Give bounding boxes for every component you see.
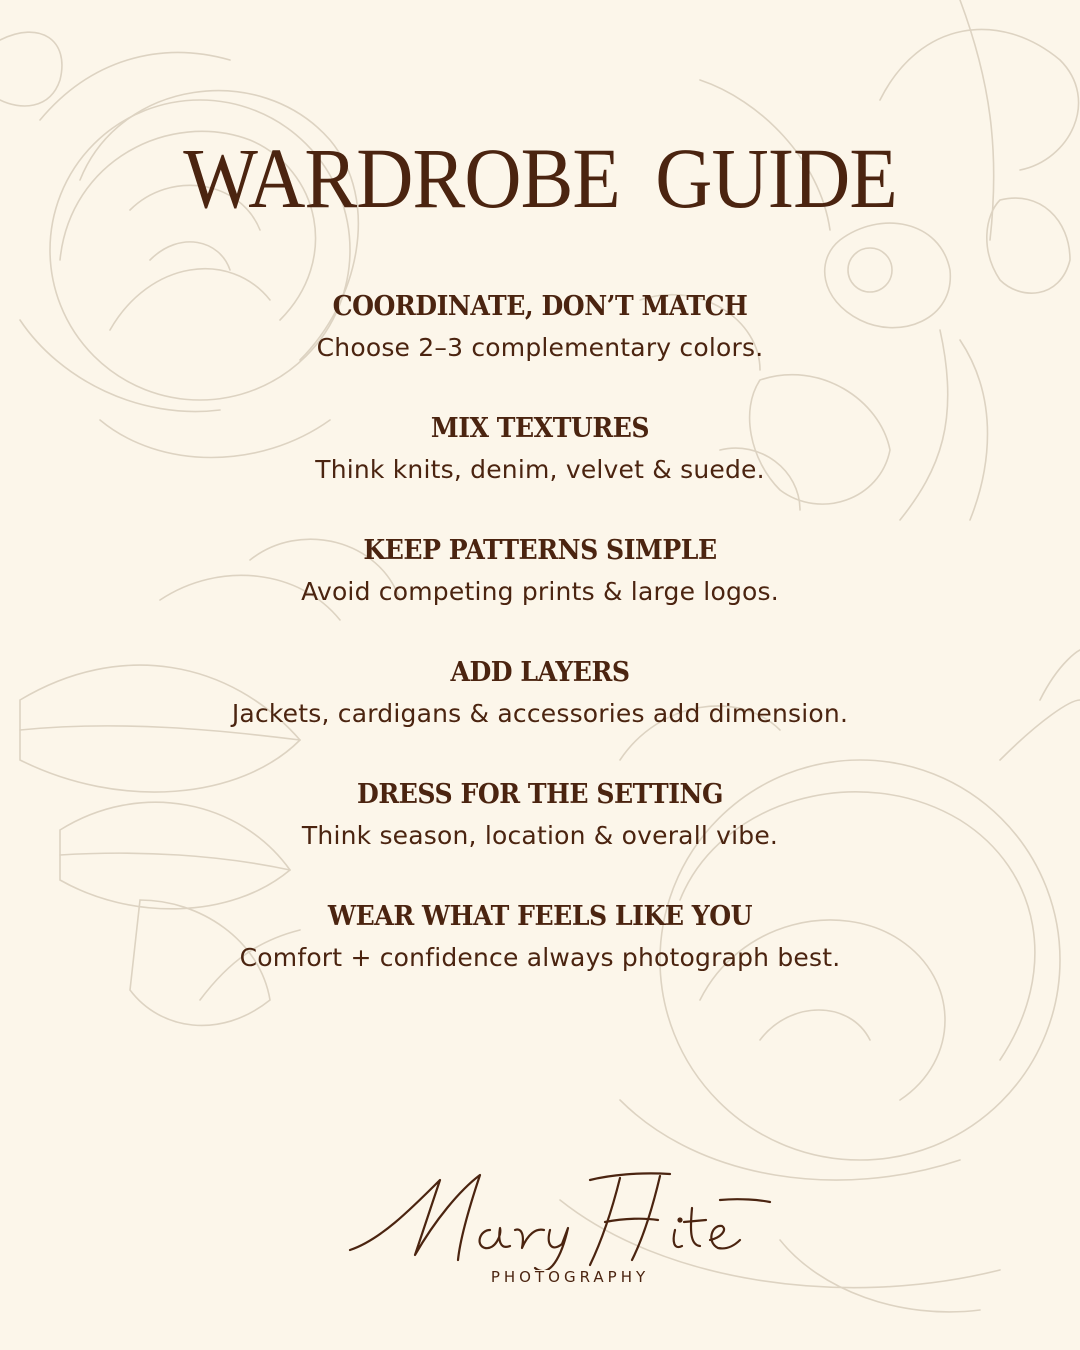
tips-list <box>140 287 940 1019</box>
tip-heading: MIX TEXTURES <box>430 413 650 444</box>
tip-item <box>140 409 940 490</box>
tip-description: Jackets, cardigans & accessories add dimension. <box>231 699 849 728</box>
logo-subtitle: PHOTOGRAPHY <box>490 1268 650 1286</box>
tip-description: Comfort + confidence always photograph best. <box>239 943 841 972</box>
tip-item <box>140 775 940 856</box>
tip-heading: WEAR WHAT FEELS LIKE YOU <box>327 901 753 932</box>
tip-heading: ADD LAYERS <box>450 657 630 688</box>
tip-item <box>140 897 940 978</box>
tip-heading: COORDINATE, DON’T MATCH <box>332 291 748 322</box>
tip-description: Avoid competing prints & large logos. <box>301 577 779 606</box>
tip-description: Choose 2–3 complementary colors. <box>316 333 764 362</box>
signature-logo-icon <box>340 1160 780 1270</box>
tip-description: Think season, location & overall vibe. <box>301 821 779 850</box>
page-title: WARDROBE GUIDE <box>183 130 897 226</box>
tip-description: Think knits, denim, velvet & suede. <box>315 455 765 484</box>
tip-item <box>140 653 940 734</box>
tip-item <box>140 531 940 612</box>
tip-heading: KEEP PATTERNS SIMPLE <box>363 535 717 566</box>
brand-logo <box>340 1160 780 1300</box>
tip-item <box>140 287 940 368</box>
tip-heading: DRESS FOR THE SETTING <box>357 779 723 810</box>
